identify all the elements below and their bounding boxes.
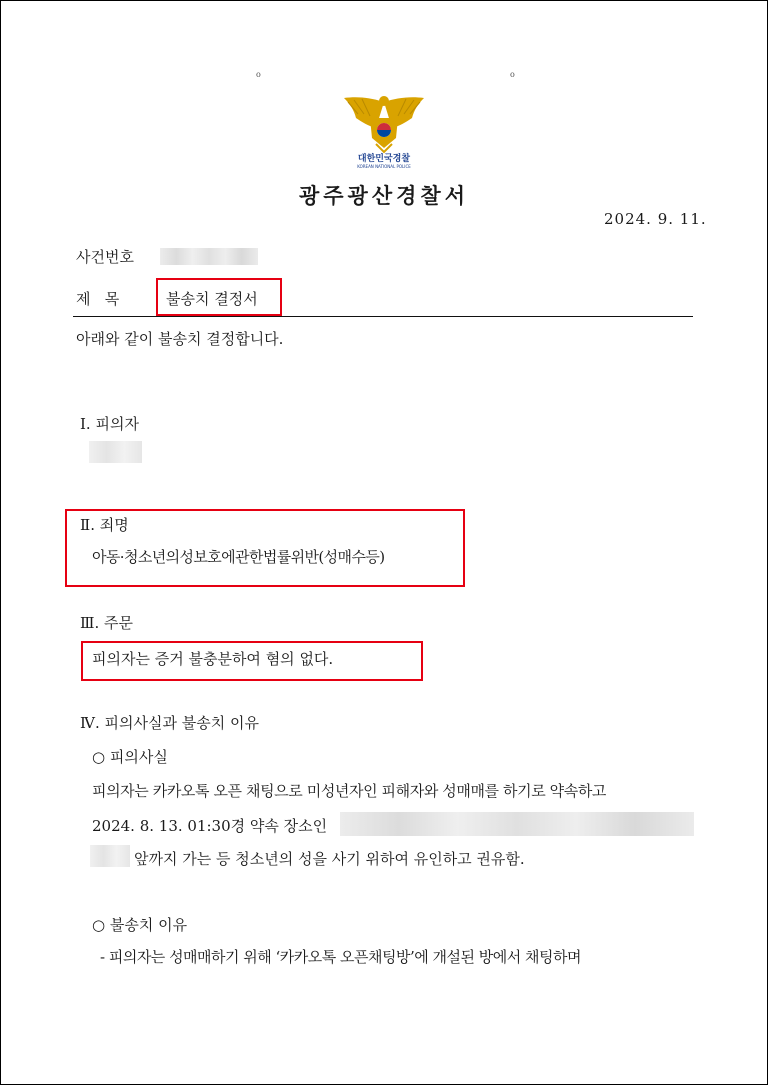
suspect-heading: Ⅰ. 피의자 <box>80 415 139 433</box>
police-emblem-logo <box>336 92 432 170</box>
facts-line-1: 피의자는 카카오톡 오픈 채팅으로 미성년자인 피해자와 성매매를 하기로 약속하고 <box>92 782 607 800</box>
facts-subheading: ○ 피의사실 <box>92 748 168 766</box>
logo-org-en: KOREAN NATIONAL POLICE <box>357 164 411 169</box>
location-redacted <box>340 812 694 836</box>
facts-line-2: 2024. 8. 13. 01:30경 약속 장소인 <box>92 817 328 835</box>
punch-dot-right: o <box>510 70 515 79</box>
intro-text: 아래와 같이 불송치 결정합니다. <box>76 330 284 348</box>
suspect-name-redacted <box>89 441 142 463</box>
subject-label: 제 목 <box>76 290 120 308</box>
station-title: 광주광산경찰서 <box>298 183 469 208</box>
order-value: 피의자는 증거 불충분하여 혐의 없다. <box>92 650 334 668</box>
facts-line-3: 앞까지 가는 등 청소년의 성을 사기 위하여 유인하고 권유함. <box>134 850 525 868</box>
charge-value: 아동·청소년의성보호에관한법률위반(성매수등) <box>92 548 385 566</box>
header-divider <box>73 316 693 317</box>
logo-org-ko: 대한민국경찰 <box>357 154 411 164</box>
order-heading: Ⅲ. 주문 <box>80 614 133 632</box>
reason-line-1: - 피의자는 성매매하기 위해 ‘카카오톡 오픈채팅방’에 개설된 방에서 채팅하며 <box>100 948 581 966</box>
subject-value: 불송치 결정서 <box>166 290 258 308</box>
facts-heading: Ⅳ. 피의사실과 불송치 이유 <box>80 714 259 732</box>
case-number-redacted <box>160 248 258 265</box>
reason-subheading: ○ 불송치 이유 <box>92 916 188 934</box>
document-date: 2024. 9. 11. <box>604 210 707 228</box>
charge-heading: Ⅱ. 죄명 <box>80 516 129 534</box>
location-redacted-2 <box>90 845 130 867</box>
punch-dot-left: o <box>256 70 261 79</box>
case-number-label: 사건번호 <box>76 248 134 266</box>
